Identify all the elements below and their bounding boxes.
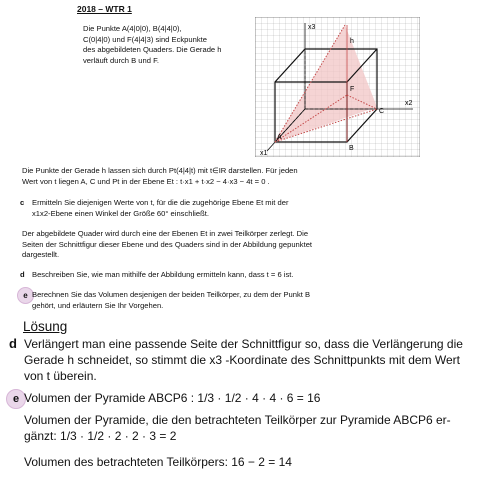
task-e: [22, 290, 382, 311]
paragraph-cuboid: [22, 229, 382, 261]
solution-line: Volumen der Pyramide, die den betrachteten Teilkörper zur Pyramide ABCP6 er-: [24, 413, 451, 427]
task-d-letter: d: [20, 270, 25, 279]
label-A: A: [277, 134, 282, 141]
exam-header: 2018 – WTR 1: [77, 4, 132, 14]
task-e-marker: e: [17, 287, 34, 304]
solution-e-line1: Volumen der Pyramide ABCP6 : 1/3 · 1/2 · 4 · 4 · 6 = 16: [24, 391, 321, 405]
intro-line: Die Punkte A(4|0|0), B(4|4|0),: [83, 24, 182, 33]
task-c: [22, 198, 382, 219]
axis-label-x1: x1: [260, 150, 268, 157]
task-line: x1x2-Ebene einen Winkel der Größe 60° einschließt.: [32, 208, 209, 218]
solution-d-letter: d: [9, 336, 17, 351]
task-c-letter: c: [20, 198, 25, 207]
solution-line: von t überein.: [24, 369, 97, 383]
label-C: C: [379, 108, 385, 115]
solution-e-line3: Volumen des betrachteten Teilkörpers: 16 − 2 = 14: [24, 455, 292, 469]
axis-label-x2: x2: [405, 100, 413, 107]
paragraph-line: Wert von t liegen A, C und Pt in der Ebene Et : t·x1 + t·x2 − 4·x3 − 4t = 0 .: [22, 176, 270, 186]
solution-line: gänzt: 1/3 · 1/2 · 2 · 2 · 3 = 2: [24, 429, 177, 443]
axis-label-x3: x3: [308, 24, 316, 31]
paragraph-line: dargestellt.: [22, 250, 60, 260]
task-line: gehört, und erläutern Sie Ihr Vorgehen.: [32, 300, 164, 310]
intro-line: verläuft durch B und F.: [83, 55, 159, 65]
intro-line: C(0|4|0) und F(4|4|3) sind Eckpunkte: [83, 34, 207, 44]
label-F: F: [350, 86, 355, 93]
paragraph-line: Der abgebildete Quader wird durch eine der Ebenen Et in zwei Teilkörper zerlegt. Die: [22, 229, 309, 238]
paragraph-line: Seiten der Schnittfigur dieser Ebene und des Quaders sind in der Abbildung gepunktet: [22, 239, 313, 249]
task-d: [22, 270, 382, 281]
label-h: h: [350, 38, 354, 45]
paragraph-line: Die Punkte der Gerade h lassen sich durch Pt(4|4|t) mit t∈IR darstellen. Für jeden: [22, 166, 298, 175]
task-line: Beschreiben Sie, wie man mithilfe der Abbildung ermitteln kann, dass t = 6 ist.: [32, 270, 294, 279]
intro-line: des abgebildeten Quaders. Die Gerade h: [83, 45, 222, 55]
solution-d: [24, 336, 463, 384]
solution-line: Gerade h schneidet, so stimmt die x3 -Koordinate des Schnittpunkts mit dem Wert: [24, 353, 460, 367]
solution-e-marker: e: [6, 389, 26, 409]
task-line: Berechnen Sie das Volumen desjenigen der beiden Teilkörper, zu dem der Punkt B: [32, 290, 311, 299]
solution-e-block: [24, 412, 451, 444]
label-B: B: [349, 145, 354, 152]
paragraph-points: [22, 166, 382, 187]
solution-line: Verlängert man eine passende Seite der Schnittfigur so, dass die Verlängerung die: [24, 337, 463, 351]
cuboid-figure: [255, 17, 420, 157]
solution-title: Lösung: [23, 319, 68, 334]
task-line: Ermitteln Sie diejenigen Werte von t, für die die zugehörige Ebene Et mit der: [32, 198, 289, 207]
intro-text: [83, 24, 263, 66]
